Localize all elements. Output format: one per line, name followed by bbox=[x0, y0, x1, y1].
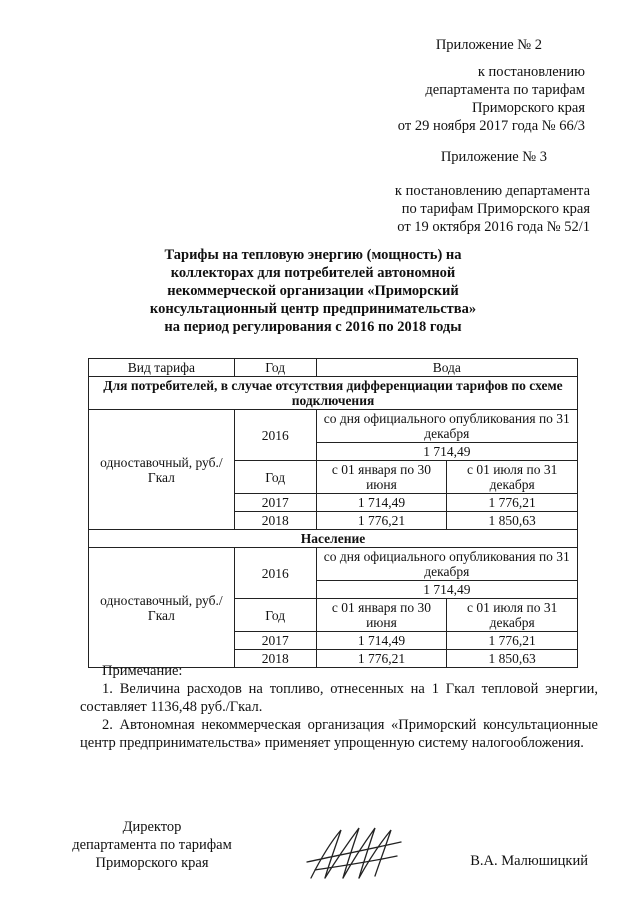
year-cell: 2017 bbox=[234, 632, 316, 650]
notes-heading: Примечание: bbox=[102, 663, 183, 679]
year-cell: 2018 bbox=[234, 650, 316, 668]
signature-line: Приморского края bbox=[95, 855, 209, 871]
signature-line: Директор bbox=[122, 819, 182, 835]
handwritten-signature-icon bbox=[305, 822, 405, 884]
appendix-3-title: Приложение № 3 bbox=[440, 149, 547, 165]
signature-line: департамента по тарифам bbox=[72, 837, 232, 853]
table-row bbox=[89, 548, 578, 581]
period-cell: с 01 января по 30 июня bbox=[316, 461, 447, 494]
appendix-3-line: от 19 октября 2016 года № 52/1 bbox=[397, 219, 590, 235]
note-item: 1. Величина расходов на топливо, отнесенных на 1 Гкал тепловой энергии, составляет 1136,48 руб./Гкал. bbox=[80, 681, 598, 715]
sub-header-year: Год bbox=[234, 599, 316, 632]
value-cell: 1 776,21 bbox=[447, 632, 578, 650]
tariff-table bbox=[88, 358, 578, 668]
value-cell: 1 714,49 bbox=[316, 581, 577, 599]
period-cell: со дня официального опубликования по 31 декабря bbox=[316, 548, 577, 581]
year-cell: 2018 bbox=[234, 512, 316, 530]
sub-header-year: Год bbox=[234, 461, 316, 494]
section-title-row bbox=[89, 530, 578, 548]
value-cell: 1 776,21 bbox=[316, 650, 447, 668]
section-title: Для потребителей, в случае отсутствия дифференциации тарифов по схеме подключения bbox=[89, 377, 578, 410]
note-item: 2. Автономная некоммерческая организация «Приморский консультационные центр предпринимательства» применяет упрощенную систему налогообложения. bbox=[80, 717, 598, 751]
appendix-2-line: Приморского края bbox=[471, 100, 585, 116]
value-cell: 1 850,63 bbox=[447, 650, 578, 668]
header-water: Вода bbox=[316, 359, 577, 377]
tariff-name: одноставочный, руб./Гкал bbox=[89, 410, 235, 530]
header-tariff: Вид тарифа bbox=[89, 359, 235, 377]
section-title: Население bbox=[89, 530, 578, 548]
year-cell: 2016 bbox=[234, 548, 316, 599]
notes bbox=[80, 662, 598, 752]
table-row bbox=[89, 410, 578, 443]
appendix-3-reference bbox=[395, 182, 590, 236]
value-cell: 1 776,21 bbox=[447, 494, 578, 512]
period-cell: с 01 января по 30 июня bbox=[316, 599, 447, 632]
year-cell: 2016 bbox=[234, 410, 316, 461]
signature-block bbox=[62, 818, 242, 872]
period-cell: с 01 июля по 31 декабря bbox=[447, 461, 578, 494]
header-year: Год bbox=[234, 359, 316, 377]
appendix-2-line: департамента по тарифам bbox=[425, 82, 585, 98]
year-cell: 2017 bbox=[234, 494, 316, 512]
value-cell: 1 714,49 bbox=[316, 494, 447, 512]
tariff-name: одноставочный, руб./Гкал bbox=[89, 548, 235, 668]
value-cell: 1 714,49 bbox=[316, 443, 577, 461]
appendix-3-line: к постановлению департамента bbox=[394, 183, 590, 199]
section-title-row bbox=[89, 377, 578, 410]
period-cell: с 01 июля по 31 декабря bbox=[447, 599, 578, 632]
appendix-2-line: от 29 ноября 2017 года № 66/3 bbox=[397, 118, 585, 134]
value-cell: 1 850,63 bbox=[447, 512, 578, 530]
table-header-row bbox=[89, 359, 578, 377]
period-cell: со дня официального опубликования по 31 декабря bbox=[316, 410, 577, 443]
appendix-2-reference bbox=[398, 63, 585, 135]
appendix-2-line: к постановлению bbox=[477, 64, 585, 80]
value-cell: 1 714,49 bbox=[316, 632, 447, 650]
document-title: Тарифы на тепловую энергию (мощность) на коллекторах для потребителей автономной некоммерческой организации «Приморский консультационный центр предпринимательства» на период регулирования с 2016 по 2018 годы bbox=[149, 247, 477, 335]
appendix-3-line: по тарифам Приморского края bbox=[401, 201, 590, 217]
appendix-2-title: Приложение № 2 bbox=[435, 37, 542, 53]
signatory-name: В.А. Малюшицкий bbox=[470, 853, 588, 869]
value-cell: 1 776,21 bbox=[316, 512, 447, 530]
